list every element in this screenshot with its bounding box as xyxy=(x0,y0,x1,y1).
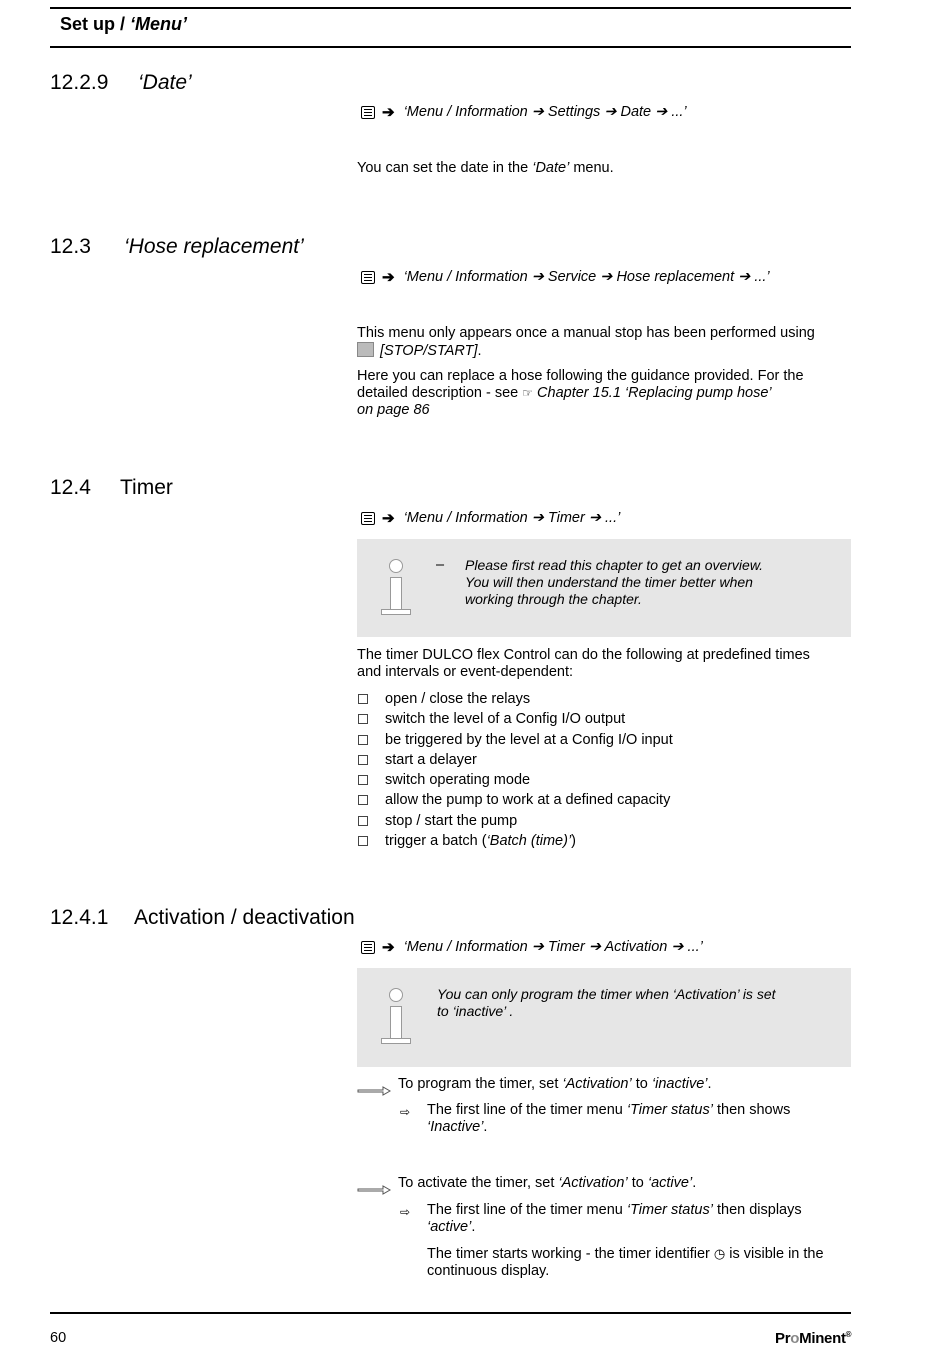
list-item: start a delayer xyxy=(357,750,673,770)
list-item: switch the level of a Config I/O output xyxy=(357,709,673,729)
list-item: switch operating mode xyxy=(357,770,673,790)
page-number: 60 xyxy=(50,1330,67,1346)
hose-paragraph-2: Here you can replace a hose following the guidance provided. For the detailed description - see ☞ Chapter 15.1 ‘Replacing pump hose’ on page 86 xyxy=(357,368,837,419)
header-top-rule xyxy=(50,7,851,9)
step-activate-timer: To activate the timer, set ‘Activation’ to ‘active’. xyxy=(398,1175,697,1191)
arrow-right-icon: ➔ xyxy=(382,939,395,956)
link-hand-icon: ☞ xyxy=(522,386,534,400)
arrow-right-icon: ➔ xyxy=(382,269,395,286)
note-text: You can only program the timer when ‘Activation’ is set to ‘inactive’ . xyxy=(437,986,776,1019)
section-title-activation: Activation / deactivation xyxy=(134,906,355,929)
timer-intro: The timer DULCO flex Control can do the following at predefined times and intervals or event-dependent: xyxy=(357,647,810,680)
menu-list-icon xyxy=(361,271,375,284)
list-item: allow the pump to work at a defined capacity xyxy=(357,790,673,810)
section-title-hose-replacement: ‘Hose replacement’ xyxy=(124,235,304,258)
note-text: Please first read this chapter to get an overview. You will then understand the timer better when working through the chapter. xyxy=(465,557,764,607)
prominent-logo: ProMinent® xyxy=(775,1330,852,1347)
menu-list-icon xyxy=(361,941,375,954)
menu-path-timer: ➔ ‘Menu / Information ➔ Timer ➔ ...’ xyxy=(361,509,620,527)
info-icon xyxy=(381,559,411,617)
section-title-date: ‘Date’ xyxy=(138,71,192,94)
section-heading-12-2-9: 12.2.9 xyxy=(50,71,109,94)
result-active: The first line of the timer menu ‘Timer status’ then displays ‘active’. The timer starts working - the timer identifier ◷ is visible in the continuous display. xyxy=(427,1202,824,1279)
list-item: stop / start the pump xyxy=(357,811,673,831)
result-arrow-icon: ⇨ xyxy=(400,1205,411,1219)
list-item: be triggered by the level at a Config I/O input xyxy=(357,730,673,750)
result-inactive: The first line of the timer menu ‘Timer status’ then shows ‘Inactive’. xyxy=(427,1102,791,1135)
arrow-right-icon: ➔ xyxy=(382,104,395,121)
section-heading-12-4: 12.4 xyxy=(50,476,91,499)
footer-rule xyxy=(50,1312,851,1314)
activation-info-note xyxy=(357,968,851,1067)
header-bottom-rule xyxy=(50,46,851,48)
menu-list-icon xyxy=(361,512,375,525)
list-item: trigger a batch (‘Batch (time)’) xyxy=(357,831,673,851)
timer-feature-list xyxy=(357,689,673,851)
clock-icon: ◷ xyxy=(713,1246,726,1261)
date-description: You can set the date in the ‘Date’ menu. xyxy=(357,160,614,176)
timer-info-note xyxy=(357,539,851,637)
chapter-link[interactable]: Chapter 15.1 ‘Replacing pump hose’ xyxy=(537,385,772,401)
menu-path-hose: ➔ ‘Menu / Information ➔ Service ➔ Hose replacement ➔ ...’ xyxy=(361,268,770,286)
arrow-right-icon: ➔ xyxy=(382,510,395,527)
page-header: Set up / ‘Menu’ xyxy=(60,14,188,34)
page-link[interactable]: on page 86 xyxy=(357,402,430,418)
section-heading-12-3: 12.3 xyxy=(50,235,91,258)
stop-start-key-icon xyxy=(357,342,374,357)
menu-path-date: ➔ ‘Menu / Information ➔ Settings ➔ Date ➔ ...’ xyxy=(361,103,687,121)
menu-list-icon xyxy=(361,106,375,119)
header-menu-label: ‘Menu’ xyxy=(130,14,188,34)
section-heading-12-4-1: 12.4.1 xyxy=(50,906,109,929)
action-arrow-icon xyxy=(357,1182,391,1196)
list-item: open / close the relays xyxy=(357,689,673,709)
result-arrow-icon: ⇨ xyxy=(400,1105,411,1119)
menu-path-activation: ➔ ‘Menu / Information ➔ Timer ➔ Activation ➔ ...’ xyxy=(361,938,703,956)
note-dash: – xyxy=(436,557,445,573)
section-title-timer: Timer xyxy=(120,476,173,499)
hose-paragraph-1: This menu only appears once a manual stop has been performed using [STOP/START]. xyxy=(357,325,815,359)
action-arrow-icon xyxy=(357,1083,391,1097)
info-icon xyxy=(381,988,411,1046)
step-program-timer: To program the timer, set ‘Activation’ to ‘inactive’. xyxy=(398,1076,712,1092)
